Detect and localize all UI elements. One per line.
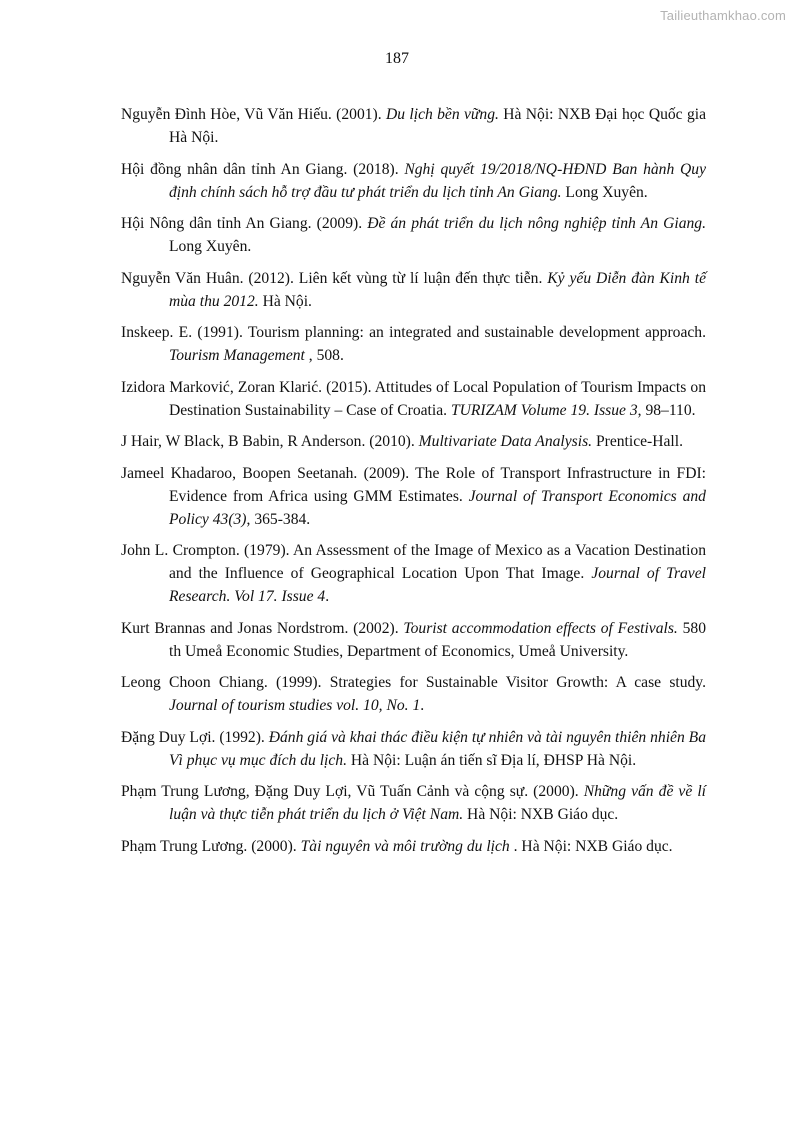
reference-entry [121, 430, 706, 453]
ref-title: Đề án phát triển du lịch nông nghiệp tỉnh An Giang. [367, 215, 706, 232]
reference-entry [121, 617, 706, 663]
reference-entry [121, 835, 706, 858]
ref-title: TURIZAM Volume 19. Issue 3 [450, 401, 638, 419]
ref-suffix: Long Xuyên. [169, 238, 252, 255]
ref-title: Kỷ yếu Diễn đàn Kinh tế mùa thu 2012. [169, 269, 706, 310]
reference-entry [121, 780, 706, 826]
ref-suffix: . [325, 588, 330, 605]
ref-prefix: John L. Crompton. (1979). An Assessment of the Image of Mexico as a Vacation Destination and the Influence of Geographical Location Upon That Image. [121, 542, 706, 582]
ref-title: Journal of Travel Research. Vol 17. Issue 4 [169, 565, 706, 605]
ref-prefix: Đặng Duy Lợi. (1992). [121, 728, 269, 746]
ref-title: Du lịch bền vững. [386, 106, 499, 123]
reference-entry [121, 376, 706, 422]
reference-list [121, 103, 706, 866]
ref-prefix: Izidora Marković, Zoran Klarić. (2015). Attitudes of Local Population of Tourism Impacts on Destination Sustainability – Case of Croatia. [121, 378, 706, 419]
ref-prefix: J Hair, W Black, B Babin, R Anderson. (2010). [121, 433, 419, 450]
reference-entry [121, 671, 706, 717]
ref-prefix: Hội đồng nhân dân tỉnh An Giang. (2018). [121, 160, 405, 178]
reference-entry [121, 321, 706, 367]
ref-prefix: Inskeep. E. (1991). Tourism planning: an integrated and sustainable development approach. [121, 324, 706, 341]
ref-title: Những vấn đề về lí luận và thực tiễn phát triển du lịch ở Việt Nam. [169, 783, 706, 823]
ref-title: Tourism Management [169, 347, 305, 364]
reference-entry [121, 158, 706, 204]
ref-suffix: Hà Nội: NXB Giáo dục. [463, 806, 619, 823]
ref-suffix: . Hà Nội: NXB Giáo dục. [509, 837, 673, 855]
ref-suffix: , 98–110. [637, 401, 696, 419]
ref-prefix: Kurt Brannas and Jonas Nordstrom. (2002). [121, 619, 404, 637]
ref-prefix: Phạm Trung Lương. (2000). [121, 837, 301, 855]
ref-suffix: 580 th Umeå Economic Studies, Department of Economics, Umeå University. [169, 619, 706, 660]
ref-title: Nghị quyết 19/2018/NQ-HĐND Ban hành Quy định chính sách hỗ trợ đầu tư phát triển du lịch tỉnh An Giang. [169, 160, 706, 201]
ref-suffix: Prentice-Hall. [592, 433, 683, 450]
ref-suffix: Hà Nội: Luận án tiến sĩ Địa lí, ĐHSP Hà Nội. [346, 751, 637, 769]
ref-prefix: Hội Nông dân tỉnh An Giang. (2009). [121, 215, 368, 232]
ref-suffix: Hà Nội. [258, 292, 312, 310]
ref-title: Multivariate Data Analysis. [418, 433, 593, 450]
ref-prefix: Jameel Khadaroo, Boopen Seetanah. (2009). The Role of Transport Infrastructure in FDI: Evidence from Africa using GMM Estimates. [121, 464, 706, 505]
ref-suffix: . [420, 697, 425, 714]
ref-suffix: , 365-384. [246, 510, 311, 528]
reference-entry [121, 726, 706, 772]
ref-title: Tài nguyên và môi trường du lịch [300, 837, 510, 855]
ref-prefix: Leong Choon Chiang. (1999). Strategies for Sustainable Visitor Growth: A case study. [121, 674, 706, 691]
ref-title: Journal of Transport Economics and Policy 43(3) [169, 487, 706, 528]
ref-title: Tourist accommodation effects of Festivals. [403, 619, 678, 637]
ref-title: Đánh giá và khai thác điều kiện tự nhiên và tài nguyên thiên nhiên Ba Vì phục vụ mục đích du lịch. [169, 728, 706, 769]
ref-suffix: Hà Nội: NXB Đại học Quốc gia Hà Nội. [169, 106, 706, 146]
reference-entry [121, 103, 706, 149]
page-number: 187 [385, 50, 409, 67]
ref-prefix: Nguyễn Văn Huân. (2012). Liên kết vùng từ lí luận đến thực tiễn. [121, 269, 548, 287]
reference-entry [121, 462, 706, 531]
ref-title: Journal of tourism studies vol. 10, No. 1 [169, 697, 421, 714]
ref-prefix: Nguyễn Đình Hòe, Vũ Văn Hiếu. (2001). [121, 106, 386, 123]
ref-suffix: Long Xuyên. [561, 183, 648, 201]
reference-entry [121, 539, 706, 608]
reference-entry [121, 212, 706, 258]
ref-prefix: Phạm Trung Lương, Đặng Duy Lợi, Vũ Tuấn Cảnh và cộng sự. (2000). [121, 783, 584, 800]
reference-entry [121, 267, 706, 313]
ref-suffix: , 508. [304, 347, 344, 364]
watermark: Tailieuthamkhao.com [660, 8, 786, 23]
